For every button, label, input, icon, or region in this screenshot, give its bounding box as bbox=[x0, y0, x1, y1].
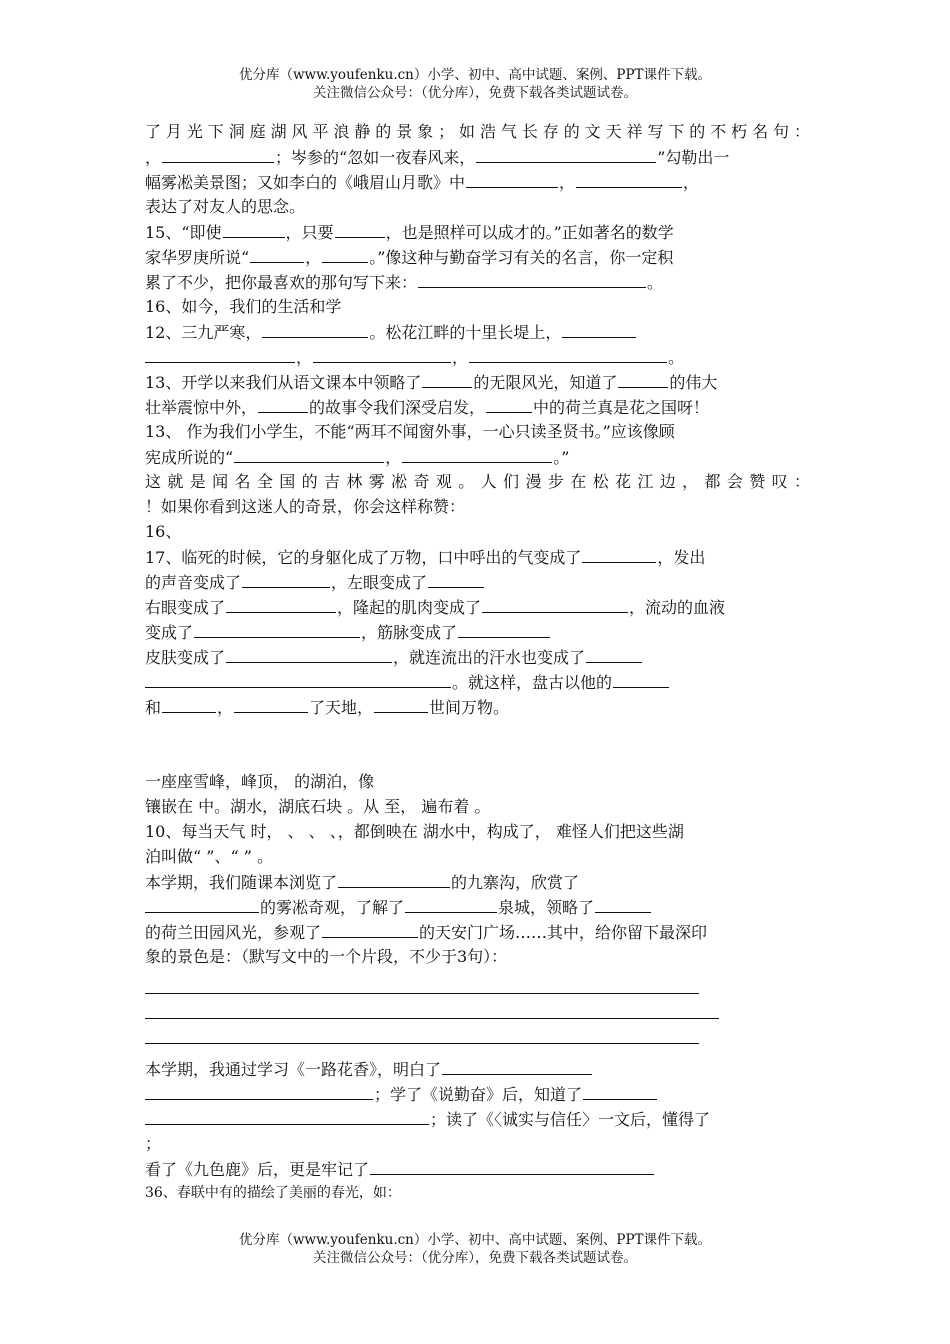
blank bbox=[145, 1081, 373, 1100]
spacer bbox=[145, 1044, 810, 1056]
text-line: 。就这样，盘古以他的 bbox=[145, 669, 810, 694]
text-line: 的荷兰田园风光，参观了 的天安门广场……其中，给你留下最深印 bbox=[145, 919, 810, 944]
text-line: 的雾凇奇观，了解了 泉城，领略了 bbox=[145, 894, 810, 919]
text-line: 泊叫做“ ”、“ ” 。 bbox=[145, 847, 273, 866]
blank bbox=[613, 669, 669, 688]
text-line: 宪成所说的“ ， 。” bbox=[145, 444, 810, 469]
text-line: ， ， 。 bbox=[145, 344, 810, 369]
text-line: 象的景色是：（默写文中的一个片段，不少于3句）： bbox=[145, 947, 508, 966]
text-line: 家华罗庚所说“ ， 。”像这种与勤奋学习有关的名言，你一定积 bbox=[145, 244, 810, 269]
blank bbox=[322, 919, 418, 938]
text-line: 变成了 ，筋脉变成了 bbox=[145, 619, 810, 644]
blank bbox=[370, 1156, 654, 1175]
text-line: ；读了《〈诚实与信任〉一文后，懂得了 bbox=[145, 1106, 810, 1131]
text-line: 右眼变成了 ，隆起的肌肉变成了 ，流动的血液 bbox=[145, 594, 810, 619]
blank bbox=[469, 344, 667, 363]
text-line: 13、 作为我们小学生，不能“两耳不闻窗外事，一心只读圣贤书。”应该像顾 bbox=[145, 422, 675, 441]
footer-line-2: 关注微信公众号：（优分库），免费下载各类试题试卷。 bbox=[313, 1250, 637, 1266]
blank bbox=[313, 344, 451, 363]
text-line: 10、每当天气 时， 、 、 、，都倒映在 湖水中，构成了， 难怪人们把这些湖 bbox=[145, 822, 684, 841]
answer-line bbox=[145, 994, 719, 1019]
blank bbox=[402, 444, 552, 463]
blank bbox=[242, 569, 330, 588]
text-line: 这就是闻名全国的吉林雾凇奇观。人们漫步在松花江边，都会赞叹： bbox=[145, 472, 810, 491]
text-line: 16、如今，我们的生活和学 bbox=[145, 297, 342, 316]
text-line: 17、临死的时候，它的身躯化成了万物，口中呼出的气变成了 ，发出 bbox=[145, 544, 810, 569]
text-line: 表达了对友人的思念。 bbox=[145, 197, 306, 216]
blank bbox=[405, 894, 497, 913]
blank bbox=[618, 369, 668, 388]
blank bbox=[442, 1056, 592, 1075]
text-line: 和 ， 了天地， 世间万物。 bbox=[145, 694, 810, 719]
blank bbox=[476, 144, 656, 163]
blank bbox=[322, 244, 368, 263]
text-line: 16、 bbox=[145, 522, 182, 541]
text-line: ；学了《说勤奋》后，知道了 bbox=[145, 1081, 810, 1106]
text-line: ！如果你看到这迷人的奇景，你会这样称赞： bbox=[145, 497, 466, 516]
blank bbox=[145, 894, 259, 913]
text-line: 壮举震惊中外， 的故事令我们深受启发， 中的荷兰真是花之国呀！ bbox=[145, 394, 810, 419]
text-line: 12、三九严寒， 。松花江畔的十里长堤上， bbox=[145, 319, 810, 344]
text-line: ； bbox=[145, 1134, 162, 1153]
blank bbox=[374, 694, 428, 713]
blank bbox=[586, 644, 642, 663]
text-line: 15、“即使 ，只要 ，也是照样可以成才的。”正如著名的数学 bbox=[145, 219, 810, 244]
blank bbox=[145, 669, 451, 688]
blank bbox=[562, 319, 636, 338]
blank bbox=[145, 1106, 429, 1125]
text-line: 一座座雪峰，峰顶， 的湖泊，像 bbox=[145, 772, 375, 791]
header-line-1: 优分库（www.youfenku.cn）小学、初中、高中试题、案例、PPT课件下载。 bbox=[238, 67, 712, 83]
blank bbox=[428, 569, 484, 588]
text-line: 的声音变成了 ，左眼变成了 bbox=[145, 569, 810, 594]
text-line: 看了《九色鹿》后，更是牢记了 bbox=[145, 1156, 810, 1181]
answer-line bbox=[145, 1019, 699, 1044]
blank bbox=[482, 594, 628, 613]
blank bbox=[422, 369, 472, 388]
spacer bbox=[145, 719, 810, 769]
text-line: 了月光下洞庭湖风平浪静的景象；如浩气长存的文天祥写下的不朽名句： bbox=[145, 122, 810, 141]
blank bbox=[162, 144, 274, 163]
header-line-2: 关注微信公众号：（优分库），免费下载各类试题试卷。 bbox=[313, 85, 637, 101]
text-line: 镶嵌在 中。湖水，湖底石块 。从 至， 遍布着 。 bbox=[145, 797, 491, 816]
blank bbox=[226, 644, 392, 663]
blank bbox=[262, 319, 368, 338]
text-line: 幅雾凇美景图；又如李白的《峨眉山月歌》中 ， ， bbox=[145, 169, 810, 194]
blank bbox=[194, 619, 360, 638]
blank bbox=[226, 594, 336, 613]
blank bbox=[418, 269, 646, 288]
blank bbox=[576, 169, 682, 188]
document-body bbox=[145, 119, 810, 1206]
blank bbox=[145, 344, 295, 363]
blank bbox=[582, 544, 656, 563]
blank bbox=[234, 444, 384, 463]
blank bbox=[466, 169, 558, 188]
text-line: 本学期，我通过学习《一路花香》，明白了 bbox=[145, 1056, 810, 1081]
blank bbox=[250, 244, 304, 263]
blank bbox=[458, 619, 550, 638]
answer-line bbox=[145, 969, 699, 994]
blank bbox=[583, 1081, 657, 1100]
page-header bbox=[0, 66, 950, 102]
blank bbox=[335, 219, 385, 238]
text-line: ， ；岑参的“忽如一夜春风来， ”勾勒出一 bbox=[145, 144, 810, 169]
blank bbox=[258, 394, 308, 413]
blank bbox=[486, 394, 532, 413]
text-line: 36、春联中有的描绘了美丽的春光，如： bbox=[145, 1185, 401, 1201]
blank bbox=[223, 219, 285, 238]
text-line: 13、开学以来我们从语文课本中领略了 的无限风光，知道了 的伟大 bbox=[145, 369, 810, 394]
text-line: 累了不少，把你最喜欢的那句写下来： 。 bbox=[145, 269, 810, 294]
blank bbox=[234, 694, 308, 713]
text-line: 皮肤变成了 ，就连流出的汗水也变成了 bbox=[145, 644, 810, 669]
blank bbox=[595, 894, 651, 913]
blank bbox=[162, 694, 216, 713]
footer-line-1: 优分库（www.youfenku.cn）小学、初中、高中试题、案例、PPT课件下载。 bbox=[238, 1232, 712, 1248]
page-footer bbox=[0, 1231, 950, 1267]
blank bbox=[338, 869, 450, 888]
text-line: 本学期，我们随课本浏览了 的九寨沟，欣赏了 bbox=[145, 869, 810, 894]
